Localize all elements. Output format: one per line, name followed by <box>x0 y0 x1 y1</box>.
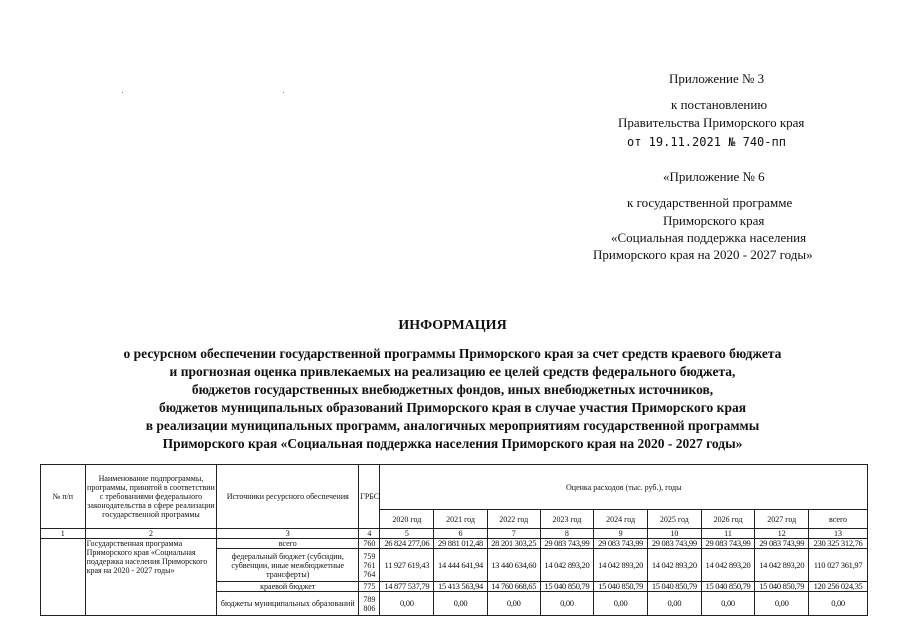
col-number: 11 <box>701 529 755 539</box>
value-cell: 14 760 668,65 <box>487 582 540 592</box>
header-source: Источники ресурсного обеспечения <box>217 465 359 529</box>
table-row <box>41 539 868 549</box>
grbs-cell: 759 761 764 <box>359 549 380 582</box>
value-cell: 13 440 634,60 <box>487 549 540 582</box>
doc-subtitle-3: бюджетов государственных внебюджетных фондов, иных внебюджетных источников, <box>191 382 714 397</box>
region-name: Приморского края <box>663 213 765 228</box>
col-number: 6 <box>434 529 488 539</box>
col-number: 1 <box>41 529 86 539</box>
resolution-ref: к постановлению <box>671 97 768 112</box>
value-cell: 14 042 893,20 <box>540 549 594 582</box>
value-cell: 29 083 743,99 <box>647 539 701 549</box>
value-cell: 15 040 850,79 <box>594 582 648 592</box>
total-cell: 230 325 312,76 <box>809 539 868 549</box>
value-cell: 29 083 743,99 <box>594 539 648 549</box>
resolution-date: от 19.11.2021 № 740-пп <box>627 135 786 149</box>
program-title-2: Приморского края на 2020 - 2027 годы» <box>593 247 813 262</box>
value-cell: 29 083 743,99 <box>701 539 755 549</box>
appendix-number: Приложение № 3 <box>669 71 765 86</box>
year-header: 2020 год <box>380 510 434 529</box>
grbs-cell: 789 806 <box>359 592 380 616</box>
value-cell: 0,00 <box>594 592 648 616</box>
total-cell: 120 256 024,35 <box>809 582 868 592</box>
year-header: 2022 год <box>487 510 540 529</box>
year-header: 2023 год <box>540 510 594 529</box>
source-cell: бюджеты муниципальных образований <box>217 592 359 616</box>
scan-speck <box>122 92 123 93</box>
header-row <box>41 465 868 510</box>
doc-title: ИНФОРМАЦИЯ <box>398 318 507 333</box>
value-cell: 15 040 850,79 <box>755 582 809 592</box>
col-number: 10 <box>647 529 701 539</box>
value-cell: 15 040 850,79 <box>701 582 755 592</box>
header-estimate: Оценка расходов (тыс. руб.), годы <box>380 465 868 510</box>
header-num: № п/п <box>41 465 86 529</box>
scan-speck <box>283 92 284 93</box>
government-name: Правительства Приморского края <box>618 115 805 130</box>
year-header: 2021 год <box>434 510 488 529</box>
program-ref: к государственной программе <box>627 195 793 210</box>
value-cell: 0,00 <box>701 592 755 616</box>
total-cell: 0,00 <box>809 592 868 616</box>
value-cell: 29 083 743,99 <box>540 539 594 549</box>
col-number: 13 <box>809 529 868 539</box>
value-cell: 14 877 537,79 <box>380 582 434 592</box>
doc-subtitle-2: и прогнозная оценка привлекаемых на реализацию ее целей средств федерального бюджета, <box>169 364 736 379</box>
value-cell: 26 824 277,06 <box>380 539 434 549</box>
header-name: Наименование подпрограммы, программы, принятой в соответствии с требованиями федерального законодательства в сфере реализации государственной программы <box>85 465 217 529</box>
value-cell: 29 881 012,48 <box>434 539 488 549</box>
col-number: 12 <box>755 529 809 539</box>
doc-subtitle-1: о ресурсном обеспечении государственной программы Приморского края за счет средств краевого бюджета <box>123 346 782 361</box>
source-cell: краевой бюджет <box>217 582 359 592</box>
doc-subtitle-5: в реализации муниципальных программ, аналогичных мероприятиям государственной программы <box>145 418 760 433</box>
value-cell: 0,00 <box>434 592 488 616</box>
col-number: 2 <box>85 529 217 539</box>
value-cell: 0,00 <box>380 592 434 616</box>
program-name-cell: Государственная программа Приморского края «Социальная поддержка населения Приморского края на 2020 - 2027 годы» <box>85 539 217 616</box>
appendix-6: «Приложение № 6 <box>663 169 765 184</box>
total-header: всего <box>809 510 868 529</box>
grbs-cell: 775 <box>359 582 380 592</box>
value-cell: 15 040 850,79 <box>647 582 701 592</box>
col-number: 3 <box>217 529 359 539</box>
value-cell: 29 083 743,99 <box>755 539 809 549</box>
value-cell: 14 042 893,20 <box>755 549 809 582</box>
total-cell: 110 027 361,97 <box>809 549 868 582</box>
doc-subtitle-4: бюджетов муниципальных образований Приморского края в случае участия Приморского края <box>159 400 746 415</box>
col-number: 8 <box>540 529 594 539</box>
value-cell: 0,00 <box>540 592 594 616</box>
col-number: 7 <box>487 529 540 539</box>
value-cell: 14 042 893,20 <box>647 549 701 582</box>
col-number: 5 <box>380 529 434 539</box>
program-title-1: «Социальная поддержка населения <box>611 230 807 245</box>
value-cell: 15 413 563,94 <box>434 582 488 592</box>
header-grbs: ГРБС <box>359 465 380 529</box>
value-cell: 11 927 619,43 <box>380 549 434 582</box>
source-cell: федеральный бюджет (субсидии, субвенции, иные межбюджетные трансферты) <box>217 549 359 582</box>
col-number: 4 <box>359 529 380 539</box>
year-header: 2026 год <box>701 510 755 529</box>
year-header: 2024 год <box>594 510 648 529</box>
value-cell: 14 444 641,94 <box>434 549 488 582</box>
value-cell: 0,00 <box>755 592 809 616</box>
year-header: 2025 год <box>647 510 701 529</box>
value-cell: 0,00 <box>487 592 540 616</box>
value-cell: 14 042 893,20 <box>701 549 755 582</box>
column-number-row <box>41 529 868 539</box>
value-cell: 14 042 893,20 <box>594 549 648 582</box>
doc-subtitle-6: Приморского края «Социальная поддержка населения Приморского края на 2020 - 2027 годы» <box>162 436 743 451</box>
col-number: 9 <box>594 529 648 539</box>
grbs-cell: 760 <box>359 539 380 549</box>
source-cell: всего <box>217 539 359 549</box>
resource-table <box>40 464 868 616</box>
value-cell: 15 040 850,79 <box>540 582 594 592</box>
value-cell: 28 201 303,25 <box>487 539 540 549</box>
value-cell: 0,00 <box>647 592 701 616</box>
year-header: 2027 год <box>755 510 809 529</box>
row-num-cell <box>41 539 86 616</box>
